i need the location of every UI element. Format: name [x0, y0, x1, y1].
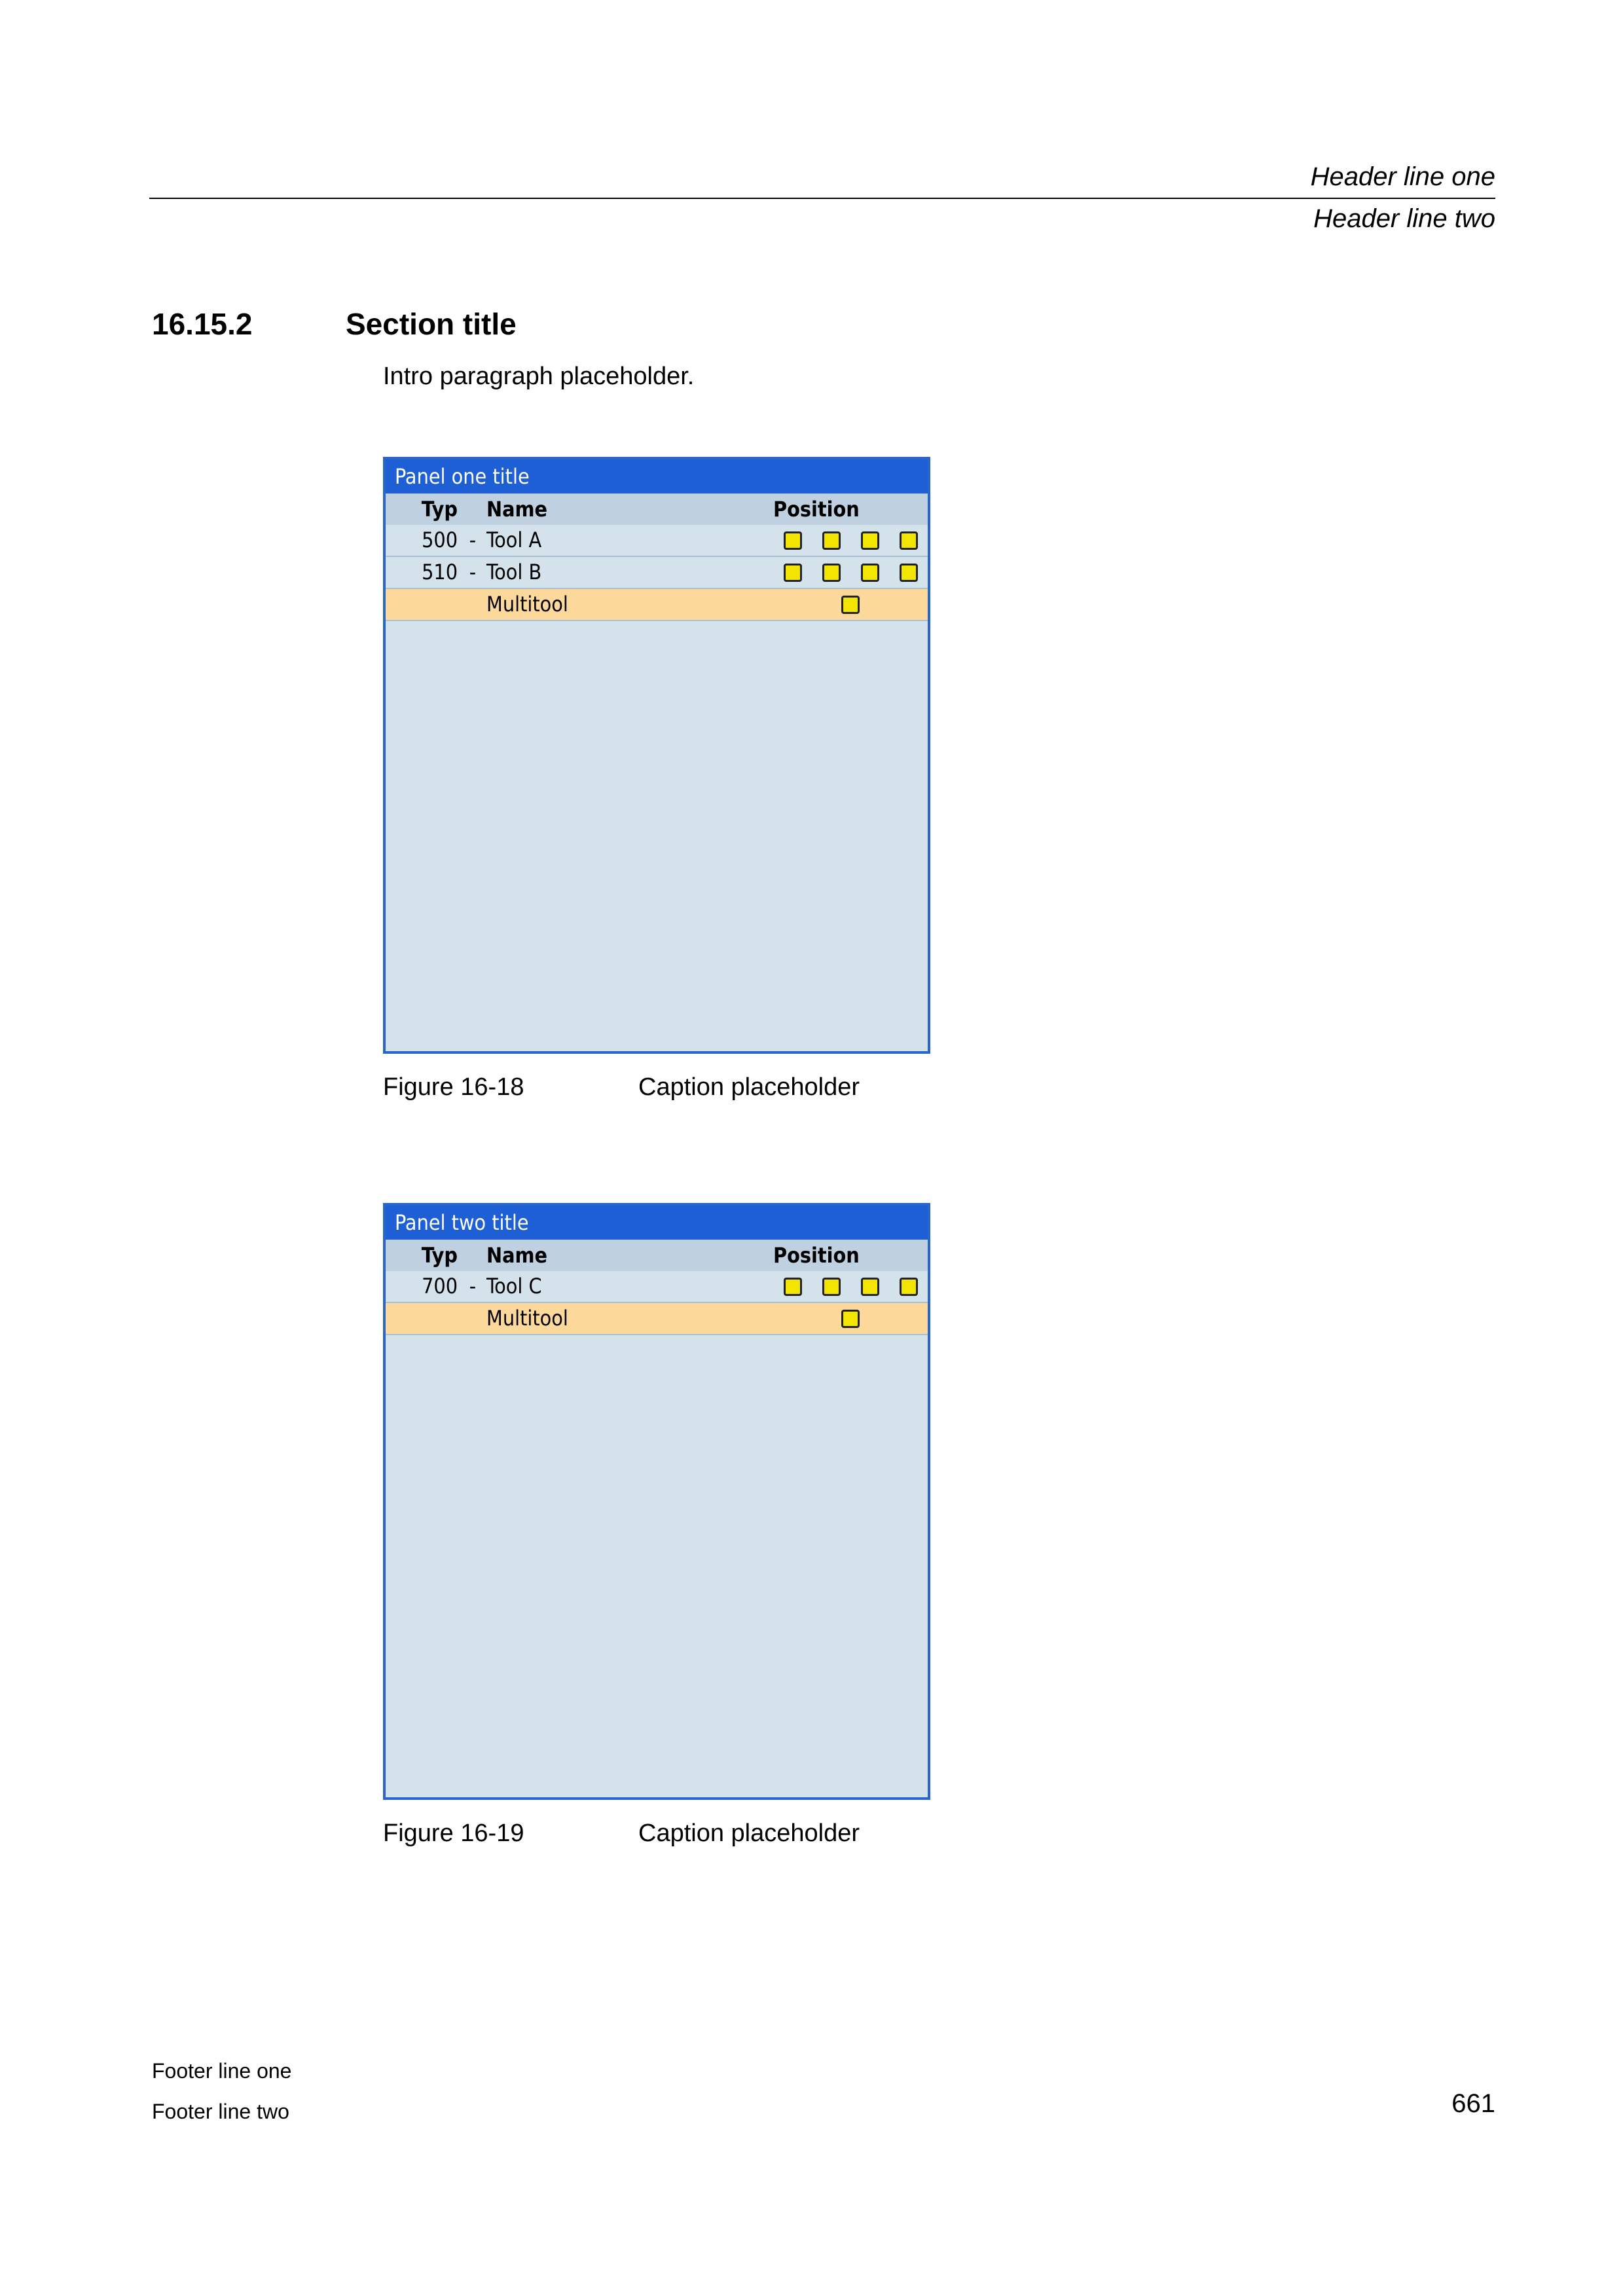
page-number: 661: [1451, 2089, 1495, 2118]
tool-position-icon: [850, 525, 889, 556]
tool-position-icon: [773, 1271, 812, 1302]
figure-caption-text: Caption placeholder: [638, 1073, 860, 1101]
tool-name: Multitool: [486, 1306, 568, 1331]
tool-name: Tool B: [486, 560, 542, 584]
tool-position-icon: [812, 557, 850, 588]
footer-title: Footer line one: [152, 2059, 292, 2083]
col-typ: Typ: [421, 497, 458, 522]
footer-manual-info: Footer line two: [152, 2100, 289, 2123]
tool-position-icon: [889, 557, 928, 588]
running-header-chapter: Header line one: [1310, 162, 1495, 191]
tool-row[interactable]: [386, 1303, 928, 1335]
col-typ: Typ: [421, 1243, 458, 1268]
tool-row[interactable]: [386, 589, 928, 621]
tool-row[interactable]: 510 - Tool B: [386, 557, 928, 589]
panel-title: Panel one title: [386, 459, 928, 493]
tool-position-icon: [812, 1271, 850, 1302]
tool-type: 500: [422, 528, 458, 552]
tool-name: Tool A: [486, 528, 542, 552]
tool-type: 510: [422, 560, 458, 584]
favorites-panel: [383, 457, 930, 1054]
tool-position-icon: [812, 525, 850, 556]
special-tools-panel: [383, 1203, 930, 1800]
tool-type: [386, 589, 463, 620]
table-header: [386, 493, 928, 525]
tool-position-icon: [850, 557, 889, 588]
figure-label: Figure 16-19: [383, 1820, 524, 1847]
tool-row[interactable]: 700 - Tool C: [386, 1271, 928, 1303]
tool-type: [386, 1303, 463, 1334]
tool-type: 700: [422, 1274, 458, 1299]
header-rule: [149, 198, 1495, 199]
tool-position-icon: [773, 1303, 928, 1334]
tool-position-icon: [773, 589, 928, 620]
tool-name: Tool C: [486, 1274, 542, 1299]
running-header-section: Header line two: [1313, 204, 1495, 233]
tool-row[interactable]: 500 - Tool A: [386, 525, 928, 557]
col-position: Position: [773, 1243, 860, 1268]
figure-caption-text: Caption placeholder: [638, 1820, 860, 1847]
tool-position-icon: [850, 1271, 889, 1302]
col-name: Name: [486, 1243, 548, 1268]
figure-caption-2: [383, 1820, 860, 1848]
tool-name: Multitool: [486, 592, 568, 617]
section-number: 16.15.2: [152, 307, 253, 341]
panel-title: Panel two title: [386, 1206, 928, 1240]
section-title: Section title: [346, 307, 517, 341]
intro-paragraph: Intro paragraph placeholder.: [383, 363, 695, 390]
figure-label: Figure 16-18: [383, 1073, 524, 1101]
table-header: [386, 1240, 928, 1271]
tool-position-icon: [889, 1271, 928, 1302]
tool-position-icon: [773, 525, 812, 556]
tool-position-icon: [889, 525, 928, 556]
col-name: Name: [486, 497, 548, 522]
tool-position-icon: [773, 557, 812, 588]
figure-caption-1: [383, 1073, 860, 1102]
col-position: Position: [773, 497, 860, 522]
